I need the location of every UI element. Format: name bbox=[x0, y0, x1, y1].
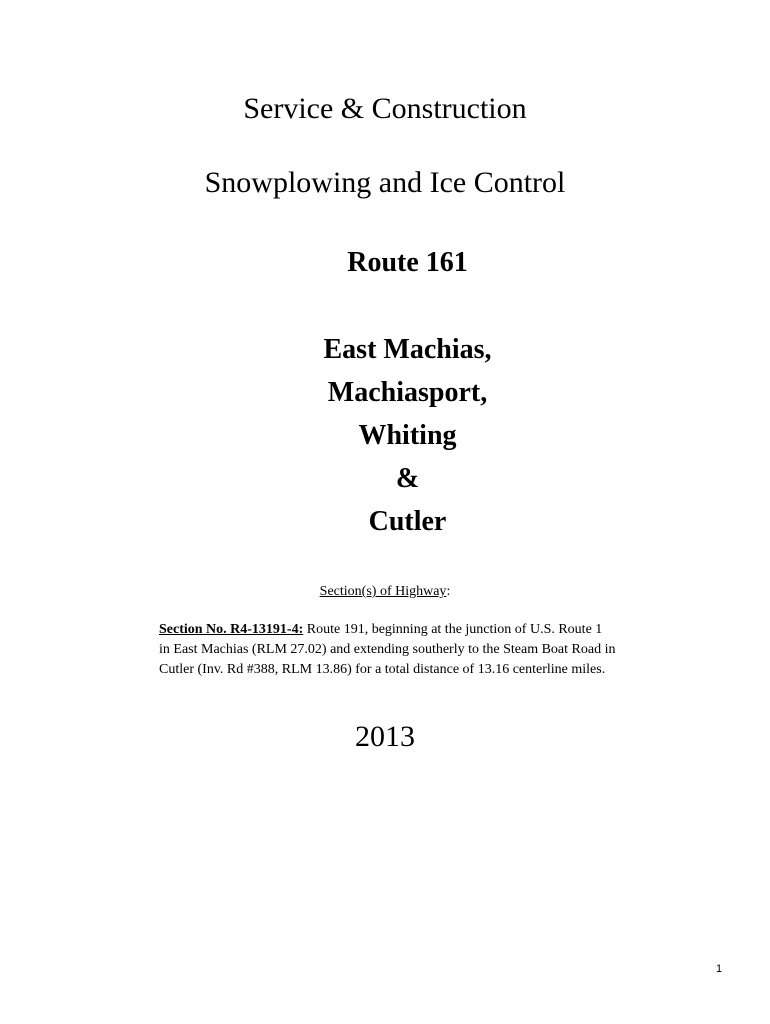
header-subtitle bbox=[0, 168, 770, 198]
town-machiasport: Machiasport, bbox=[327, 377, 488, 408]
town-whiting: Whiting bbox=[358, 420, 457, 451]
section-description-line-3: Cutler (Inv. Rd #388, RLM 13.86) for a total distance of 13.16 centerline miles. bbox=[159, 662, 606, 677]
sections-heading-colon: : bbox=[446, 584, 451, 599]
sections-heading bbox=[0, 585, 770, 599]
page-number: 1 bbox=[716, 963, 723, 975]
section-number-label: Section No. R4-13191-4: bbox=[159, 622, 304, 637]
sections-heading-text: Section(s) of Highway bbox=[319, 584, 447, 599]
section-description-line-2: in East Machias (RLM 27.02) and extending southerly to the Steam Boat Road in bbox=[159, 642, 616, 657]
town-east-machias: East Machias, bbox=[323, 334, 492, 365]
header-title bbox=[0, 94, 770, 124]
header-line-1: Service & Construction bbox=[243, 92, 527, 125]
section-description-text-1: Route 191, beginning at the junction of U.S. Route 1 bbox=[303, 622, 603, 637]
document-year: 2013 bbox=[355, 720, 415, 753]
section-description bbox=[159, 620, 659, 680]
town-cutler: Cutler bbox=[368, 506, 447, 537]
route-title: Route 161 bbox=[347, 247, 468, 278]
header-line-2: Snowplowing and Ice Control bbox=[204, 166, 566, 199]
town-ampersand: & bbox=[395, 463, 420, 494]
section-description-line-1 bbox=[159, 620, 659, 640]
